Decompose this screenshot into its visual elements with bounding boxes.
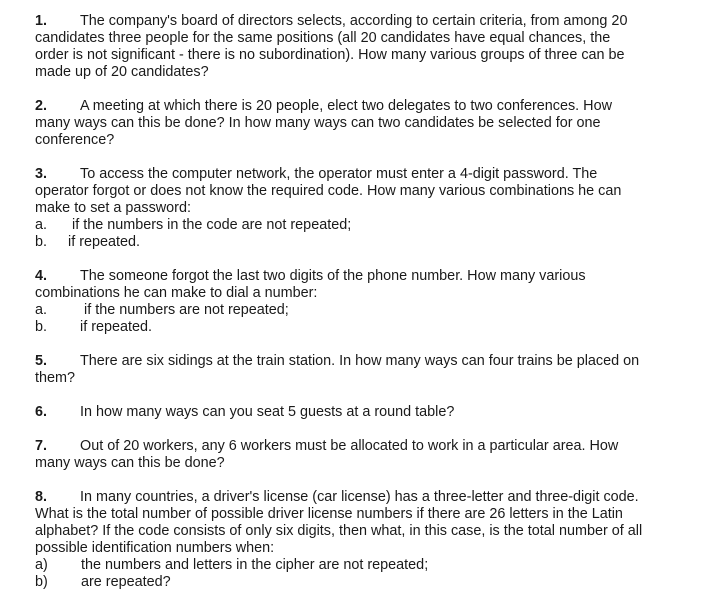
option-a [35,557,645,574]
problem-number: 8. [35,489,48,505]
problem-number: 6. [35,404,48,420]
option-label: a) [35,557,48,573]
problem-text: To access the computer network, the operator must enter a 4-digit password. The operator forgot or does not know the required code. How many various combinations he can make to set a password: [35,166,622,216]
problem-4 [35,268,645,336]
problem-text: The someone forgot the last two digits of the phone number. How many various combinations he can make to dial a number: [35,268,586,301]
problem-text: Out of 20 workers, any 6 workers must be allocated to work in a particular area. How many ways can this be done? [35,438,619,471]
problem-1 [35,13,645,81]
option-label: b. [35,319,48,335]
problem-6 [35,404,645,421]
problem-text: There are six sidings at the train station. In how many ways can four trains be placed on them? [35,353,640,386]
problem-list [35,13,645,608]
option-b [35,234,645,251]
option-b [35,574,645,591]
option-text: if the numbers are not repeated; [84,302,289,318]
problem-number: 5. [35,353,48,369]
option-text: if the numbers in the code are not repeated; [72,217,352,233]
problem-number: 1. [35,13,48,29]
problem-7 [35,438,645,472]
problem-number: 3. [35,166,48,182]
option-text: if repeated. [80,319,153,335]
option-text: the numbers and letters in the cipher are not repeated; [81,557,429,573]
problem-number: 2. [35,98,48,114]
option-a [35,217,645,234]
option-label: b) [35,574,48,590]
problem-text: In many countries, a driver's license (car license) has a three-letter and three-digit code. What is the total number of possible driver license numbers if there are 26 letters in the Latin alphabet? If the code consists of only six digits, then what, in this case, is the total number of all possible identification numbers when: [35,489,643,556]
problem-text: The company's board of directors selects, according to certain criteria, from among 20 candidates three people for the same positions (all 20 candidates have equal chances, the order is not significant - there is no subordination). How many various groups of three can be made up of 20 candidates? [35,13,628,80]
option-b [35,319,645,336]
option-a [35,302,645,319]
problem-2 [35,98,645,149]
problem-5 [35,353,645,387]
option-label: b. [35,234,48,250]
problem-number: 4. [35,268,48,284]
option-label: a. [35,217,48,233]
option-text: are repeated? [81,574,171,590]
problem-8 [35,489,645,591]
problem-text: In how many ways can you seat 5 guests at a round table? [80,404,455,420]
problem-number: 7. [35,438,48,454]
option-label: a. [35,302,48,318]
option-text: if repeated. [68,234,141,250]
problem-text: A meeting at which there is 20 people, elect two delegates to two conferences. How many ways can this be done? In how many ways can two candidates be selected for one conference? [35,98,612,148]
problem-3 [35,166,645,251]
